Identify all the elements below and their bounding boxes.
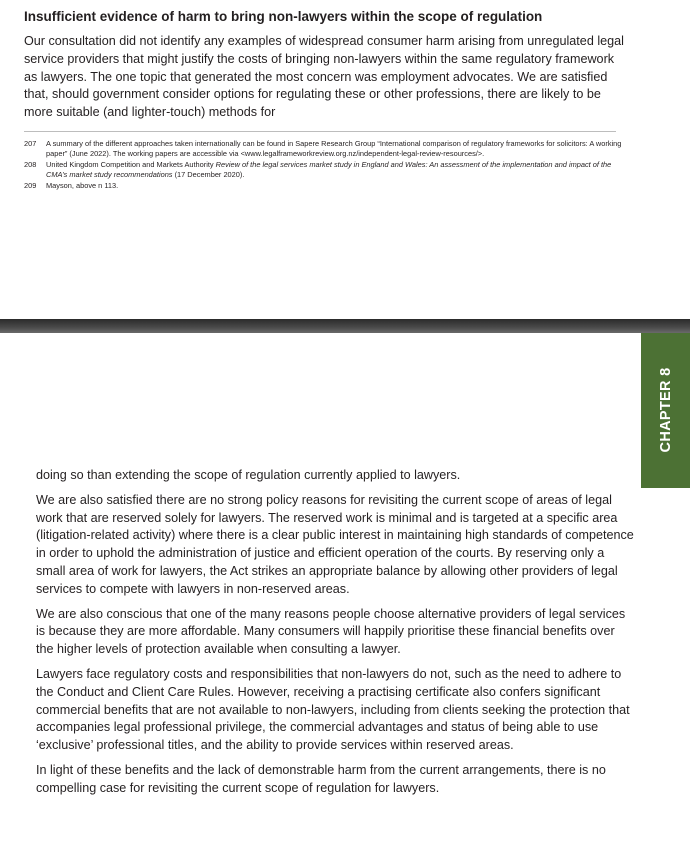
footnote-text-after: (17 December 2020). bbox=[172, 170, 245, 179]
footnote-text bbox=[46, 160, 624, 180]
footnote-207 bbox=[24, 139, 624, 159]
footnote-number: 209 bbox=[24, 181, 37, 190]
body-paragraph: doing so than extending the scope of regulation currently applied to lawyers. bbox=[36, 468, 461, 482]
top-paragraph: Our consultation did not identify any examples of widespread consumer harm arising from unregulated legal service providers that might justify the costs of bringing non-lawyers within the same regulatory framework as lawyers. The one topic that generated the most concern was employment advocates. We are satisfied that, should government consider options for regulating these or other professions, there are likely to be more suitable (and lighter-touch) methods for bbox=[24, 34, 624, 120]
footnote-italic-title: Review of the legal services market study in England and Wales: An assessment of the implementation and impact of the CMA’s market study recommendations bbox=[46, 160, 612, 179]
page-divider-bar bbox=[0, 319, 690, 333]
footnote-number: 207 bbox=[24, 139, 37, 148]
footnote-208 bbox=[24, 160, 624, 180]
chapter-tab bbox=[641, 333, 690, 488]
footnote-number: 208 bbox=[24, 160, 37, 169]
body-paragraph: We are also conscious that one of the many reasons people choose alternative providers of legal services is because they are more affordable. Many consumers will happily prioritise these financial benefits over the higher levels of protection available when consulting a lawyer. bbox=[36, 606, 626, 657]
section-heading: Insufficient evidence of harm to bring non-lawyers within the scope of regulation bbox=[24, 9, 543, 24]
chapter-label: CHAPTER 8 bbox=[657, 367, 674, 453]
body-paragraph: In light of these benefits and the lack of demonstrable harm from the current arrangements, there is no compelling case for revisiting the current scope of regulation for lawyers. bbox=[36, 762, 606, 795]
body-text bbox=[36, 467, 634, 805]
footnote-text-before: United Kingdom Competition and Markets Authority bbox=[46, 160, 216, 169]
footnote-209 bbox=[24, 181, 624, 191]
footnotes bbox=[24, 139, 624, 192]
footnote-text: Mayson, above n 113. bbox=[46, 181, 119, 190]
body-paragraph: We are also satisfied there are no strong policy reasons for revisiting the current scope of areas of legal work that are reserved solely for lawyers. The reserved work is minimal and is targeted at a specific area (litigation-related activity) where there is a clear public interest in maintaining high standards of competence in order to uphold the administration of justice and efficient operation of the courts. By reserving only a small area of work for lawyers, the Act strikes an appropriate balance by allowing other providers of legal services to compete with lawyers in non-reserved areas. bbox=[36, 492, 634, 596]
footnote-text: A summary of the different approaches taken internationally can be found in Sapere Research Group “International comparison of regulatory frameworks for solicitors: A working paper” (June 2022). The working papers are accessible via <www.legalframeworkreview.org.nz/independent-legal-review-resources/>. bbox=[46, 139, 622, 158]
footnote-divider bbox=[24, 131, 616, 132]
body-paragraph: Lawyers face regulatory costs and responsibilities that non-lawyers do not, such as the need to adhere to the Conduct and Client Care Rules. However, receiving a practising certificate also confers significant commercial benefits that are not available to non-lawyers, including from clients seeking the protection that accompanies legal professional privilege, the commercial advantages and status of being able to use ‘exclusive’ professional titles, and the ability to provide services within reserved areas. bbox=[36, 666, 630, 753]
